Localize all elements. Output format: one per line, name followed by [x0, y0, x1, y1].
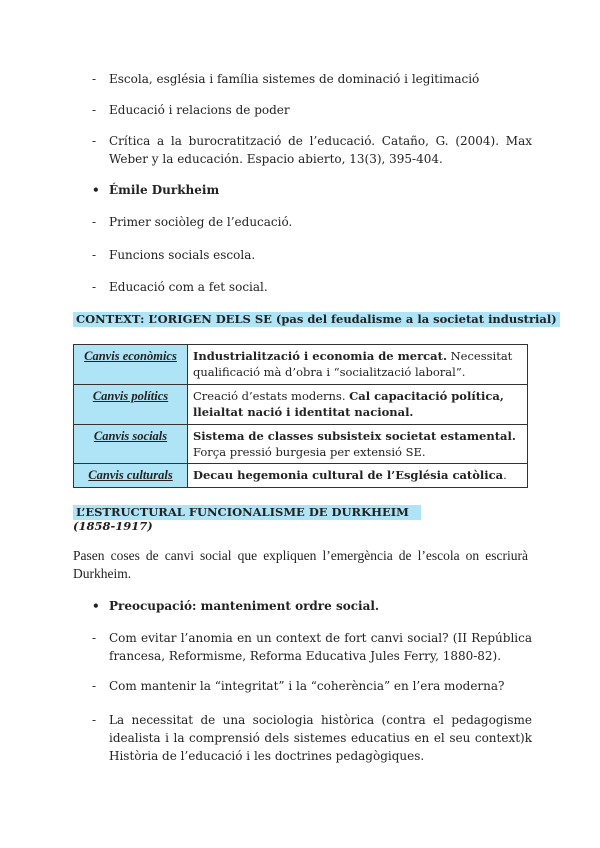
list-item-text: Educació i relacions de poder	[109, 103, 290, 117]
list-item	[92, 278, 532, 296]
list-item	[92, 677, 532, 695]
list-item	[92, 101, 532, 119]
list-item	[92, 629, 532, 665]
bullet-marker: •	[92, 599, 100, 613]
list-item-text: Com evitar l’anomia en un context de fort canvi social? (II República francesa, Reformisme, Reforma Educativa Jules Ferry, 1880-82).	[109, 631, 532, 663]
list-item	[92, 70, 532, 88]
value-normal: Creació d’estats moderns.	[193, 389, 350, 403]
row-key: Canvis socials	[74, 425, 188, 464]
list-item-text: Crítica a la burocratització de l’educació. Cataño, G. (2004). Max Weber y la educación. Espacio abierto, 13(3), 395-404.	[109, 134, 532, 166]
context-table	[73, 344, 528, 488]
table-row	[74, 464, 528, 488]
bullet-text: Émile Durkheim	[109, 183, 220, 197]
dash-marker: -	[92, 215, 97, 229]
dash-marker: -	[92, 248, 97, 262]
row-key: Canvis econòmics	[74, 345, 188, 385]
value-bold: Sistema de classes subsisteix societat estamental.	[193, 429, 516, 443]
bullet-item	[92, 181, 532, 199]
row-value	[188, 385, 528, 425]
dash-marker: -	[92, 679, 97, 693]
value-normal: Necessitat qualificació mà d’obra i “socialització laboral”.	[193, 349, 513, 379]
value-normal: Força pressió burgesia per extensió SE.	[193, 445, 426, 459]
value-bold: Decau hegemonia cultural de l’Església catòlica	[193, 468, 504, 482]
dash-marker: -	[92, 103, 97, 117]
row-value	[188, 345, 528, 385]
list-item-text: Educació com a fet social.	[109, 280, 268, 294]
list-item-text: Com mantenir la “integritat” i la “coherència” en l’era moderna?	[109, 679, 505, 693]
bullet-text: Preocupació: manteniment ordre social.	[109, 599, 380, 613]
bullet-marker: •	[92, 183, 100, 197]
list-item-text: Funcions socials escola.	[109, 248, 256, 262]
dates: (1858-1917)	[73, 519, 153, 533]
row-value	[188, 425, 528, 464]
list-item	[92, 711, 532, 765]
list-item	[92, 246, 532, 264]
dash-marker: -	[92, 631, 97, 645]
value-bold: Industrialització i economia de mercat.	[193, 349, 447, 363]
list-item	[92, 213, 532, 231]
list-item	[92, 132, 532, 168]
row-key: Canvis polítics	[74, 385, 188, 425]
table-row	[74, 425, 528, 464]
section-heading: L’ESTRUCTURAL FUNCIONALISME DE DURKHEIM	[73, 505, 421, 520]
list-item-text: Escola, església i família sistemes de dominació i legitimació	[109, 72, 480, 86]
list-item-text: La necessitat de una sociologia històrica (contra el pedagogisme idealista i la comprensió dels sistemes educatius en el seu context)k Història de l’educació i les doctrines pedagògiques.	[109, 713, 532, 763]
value-bold: Cal capacitació política, lleialtat nació i identitat nacional.	[193, 389, 504, 419]
dash-marker: -	[92, 134, 97, 148]
bullet-item	[92, 597, 532, 615]
table-row	[74, 345, 528, 385]
value-normal: .	[503, 468, 507, 482]
row-key: Canvis culturals	[74, 464, 188, 488]
table-row	[74, 385, 528, 425]
dash-marker: -	[92, 713, 97, 727]
dash-marker: -	[92, 280, 97, 294]
section-heading: CONTEXT: L’ORIGEN DELS SE (pas del feudalisme a la societat industrial)	[73, 312, 560, 327]
dash-marker: -	[92, 72, 97, 86]
list-item-text: Primer sociòleg de l’educació.	[109, 215, 293, 229]
paragraph: Pasen coses de canvi social que expliquen l’emergència de l’escola on escriurà Durkheim.	[73, 548, 528, 581]
row-value	[188, 464, 528, 488]
